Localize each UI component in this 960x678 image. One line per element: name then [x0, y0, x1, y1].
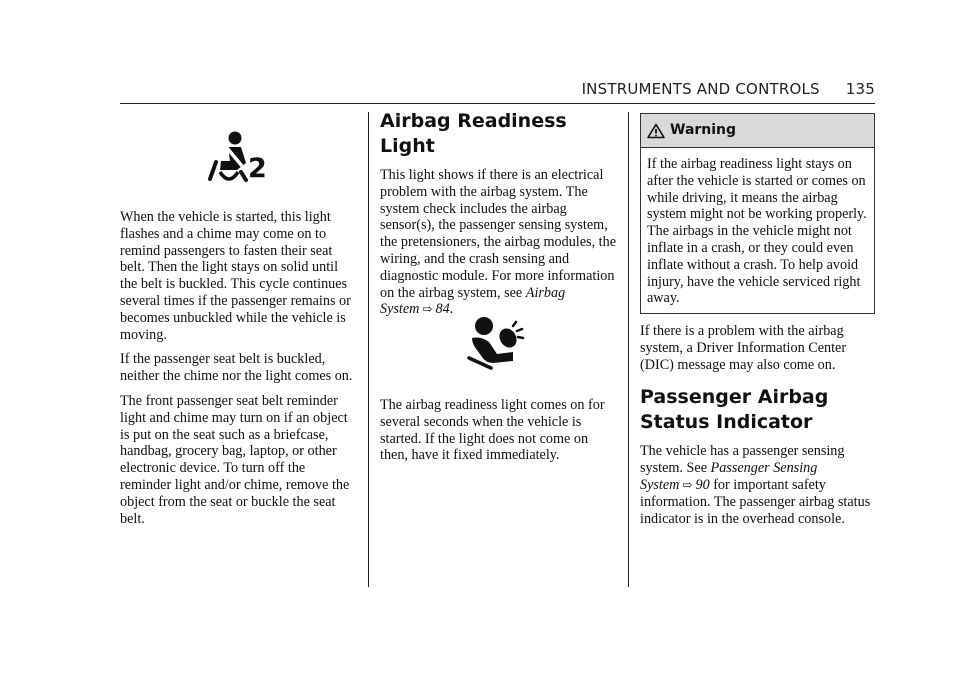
- page-ref-icon: ⇨: [422, 302, 433, 317]
- airbag-readiness-icon: [467, 314, 525, 370]
- paragraph: The front passenger seat belt reminder light and chime may turn on if an object is put on the seat such as a briefcase, handbag, grocery bag, laptop, or other electronic device. To turn off the reminder light and/or chime, remove the object from the seat or buckle the seat belt.: [120, 392, 350, 527]
- page-number: 135: [845, 80, 875, 98]
- warning-title: Warning: [670, 122, 737, 139]
- section-heading: Passenger Airbag Status Indicator: [640, 386, 829, 434]
- paragraph: If there is a problem with the airbag system, a Driver Information Center (DIC) message may also come on.: [640, 323, 847, 373]
- header-rule: [120, 103, 875, 104]
- warning-box: [640, 113, 875, 314]
- warning-text: If the airbag readiness light stays on after the vehicle is started or comes on while driving, it means the airbag system might not be working properly. The airbags in the vehicle might not inflate in a crash, or they could even inflate without a crash. To help avoid injury, have the vehicle serviced right away.: [647, 156, 867, 307]
- running-header: [582, 80, 875, 98]
- paragraph: This light shows if there is an electrical problem with the airbag system. The system check includes the airbag sensor(s), the passenger sensing system, the pretensioners, the airbag modules, the wiring, and the crash sensing and diagnostic module. For more information on the airbag system, see Airbag System ⇨ 84.: [380, 167, 616, 318]
- paragraph: If the passenger seat belt is buckled, neither the chime nor the light comes on.: [120, 351, 353, 385]
- section-heading: Airbag Readiness Light: [380, 110, 567, 157]
- warning-header: [641, 114, 874, 148]
- cross-reference-link[interactable]: Passenger Sensing System ⇨ 90: [640, 460, 818, 493]
- cross-reference-link[interactable]: Airbag System ⇨ 84: [380, 284, 566, 318]
- paragraph: The vehicle has a passenger sensing system. See Passenger Sensing System ⇨ 90 for important safety information. The passenger airbag status indicator is in the overhead console.: [640, 443, 871, 527]
- column-divider: [628, 112, 629, 587]
- seat-belt-number: 2: [248, 153, 267, 184]
- seat-belt-reminder-icon: [208, 130, 278, 188]
- column-divider: [368, 112, 369, 587]
- page-ref-icon: ⇨: [682, 477, 693, 492]
- warning-triangle-icon: [647, 123, 665, 139]
- section-title: INSTRUMENTS AND CONTROLS: [581, 80, 820, 98]
- paragraph: When the vehicle is started, this light flashes and a chime may come on to remind passengers to fasten their seat belt. Then the light stays on solid until the belt is buckled. This cycle continues several times if the passenger remains or becomes unbuckled while the vehicle is moving.: [120, 209, 351, 343]
- paragraph: The airbag readiness light comes on for several seconds when the vehicle is started. If the light does not come on then, have it fixed immediately.: [380, 397, 605, 464]
